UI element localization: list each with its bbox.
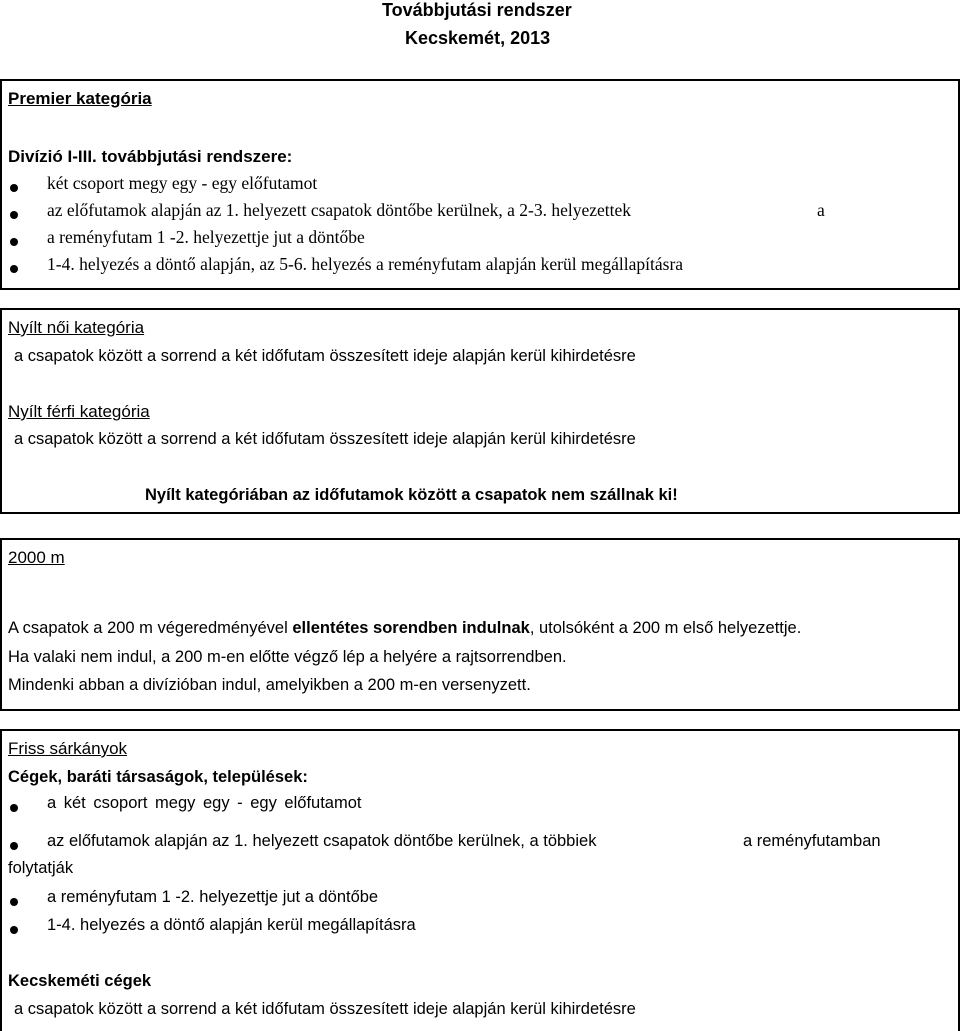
friss-bullet-2: az előfutamok alapján az 1. helyezett csapatok döntőbe kerülnek, a többiek (47, 832, 597, 850)
bullet-icon (10, 926, 18, 934)
distance-heading: 2000 m (8, 548, 65, 567)
friss-bullet-2-continuation: folytatják (8, 859, 74, 877)
premier-bullet-1: két csoport megy egy - egy előfutamot (47, 173, 318, 193)
distance-line-3: Mindenki abban a divízióban indul, amelyikben a 200 m-en versenyzett. (8, 676, 531, 694)
distance-line-2: Ha valaki nem indul, a 200 m-en előtte végző lép a helyére a rajtsorrendben. (8, 648, 567, 666)
document-title: Továbbjutási rendszer (382, 0, 572, 20)
friss-heading: Friss sárkányok (8, 739, 128, 758)
premier-heading: Premier kategória (8, 89, 152, 108)
premier-bullet-2-tail: a (817, 200, 825, 220)
open-women-heading: Nyílt női kategória (8, 318, 145, 337)
distance-line-1-end: , utolsóként a 200 m első helyezettje. (529, 619, 802, 637)
open-men-text: a csapatok között a sorrend a két időfutam összesített ideje alapján kerül kihirdetésre (14, 430, 636, 448)
open-section (0, 308, 960, 514)
premier-subheading: Divízió I-III. továbbjutási rendszere: (8, 147, 293, 166)
document-subtitle: Kecskemét, 2013 (405, 28, 551, 48)
friss-bullet-3: a reményfutam 1 -2. helyezettje jut a döntőbe (47, 888, 379, 906)
distance-line-1-start: A csapatok a 200 m végeredményével (8, 619, 293, 637)
friss-section (0, 729, 960, 1031)
open-women-text: a csapatok között a sorrend a két időfutam összesített ideje alapján kerül kihirdetésre (14, 347, 636, 365)
friss-bullet-2-tail: a reményfutamban (743, 832, 881, 850)
bullet-icon (10, 804, 18, 812)
distance-line-1-emphasis: ellentétes sorendben indulnak (292, 619, 530, 637)
premier-bullet-4: 1-4. helyezés a döntő alapján, az 5-6. helyezés a reményfutam alapján kerül megállapításra (47, 254, 684, 274)
friss-bullet-4: 1-4. helyezés a döntő alapján kerül megállapításra (47, 916, 416, 934)
friss-subheading: Cégek, baráti társaságok, települések: (8, 768, 308, 786)
bullet-icon (10, 265, 18, 273)
friss-bullet-1: a két csoport megy egy - egy előfutamot (47, 794, 362, 812)
premier-bullet-2: az előfutamok alapján az 1. helyezett csapatok döntőbe kerülnek, a 2-3. helyezettek (47, 200, 632, 220)
bullet-icon (10, 238, 18, 246)
bullet-icon (10, 211, 18, 219)
bullet-icon (10, 842, 18, 850)
distance-line-1 (8, 619, 801, 638)
kecskemet-text: a csapatok között a sorrend a két időfutam összesített ideje alapján kerül kihirdetésre (14, 1000, 636, 1018)
premier-section (0, 79, 960, 290)
bullet-icon (10, 898, 18, 906)
premier-bullet-3: a reményfutam 1 -2. helyezettje jut a döntőbe (47, 227, 365, 247)
kecskemet-heading: Kecskeméti cégek (8, 972, 152, 990)
open-notice: Nyílt kategóriában az időfutamok között a csapatok nem szállnak ki! (145, 486, 678, 504)
bullet-icon (10, 184, 18, 192)
open-men-heading: Nyílt férfi kategória (8, 402, 150, 421)
distance-section (0, 538, 960, 711)
